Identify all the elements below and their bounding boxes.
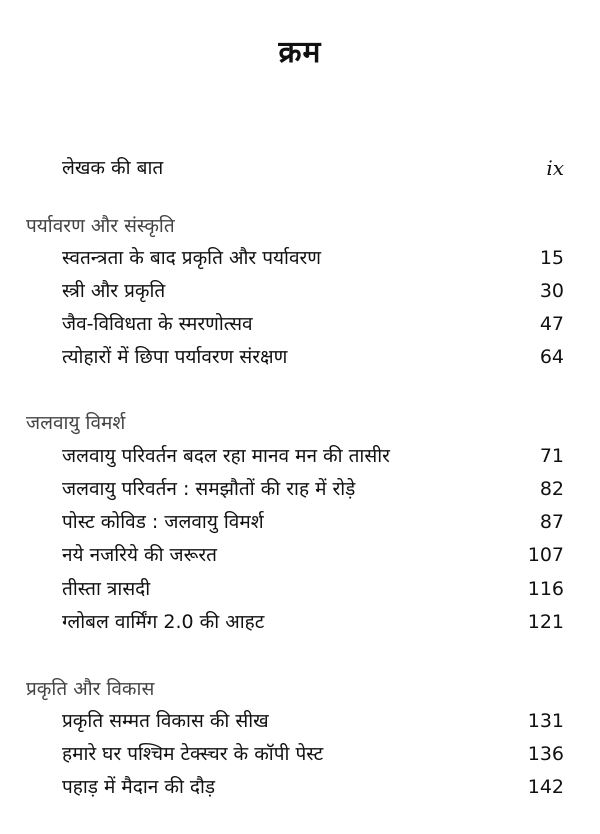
toc-entry <box>62 708 564 734</box>
toc-entry-page: 15 <box>539 247 564 269</box>
toc-entry-label: प्रकृति सम्मत विकास की सीख <box>62 710 269 732</box>
toc-entry <box>62 311 564 337</box>
toc-entry-label: जलवायु परिवर्तन : समझौतों की राह में रोड़े <box>62 478 356 500</box>
toc-entry-page: 47 <box>539 313 564 335</box>
toc-entry-page: 87 <box>539 511 564 533</box>
section-heading: पर्यावरण और संस्कृति <box>26 215 175 237</box>
toc-entry-page: ix <box>546 156 564 180</box>
toc-entry-page: 30 <box>539 280 564 302</box>
section-heading: जलवायु विमर्श <box>26 412 126 434</box>
toc-entry-page: 71 <box>539 445 564 467</box>
toc-entry <box>62 774 564 800</box>
toc-entry-label: लेखक की बात <box>62 157 164 179</box>
toc-entry-page: 64 <box>539 346 564 368</box>
toc-entry-label: तीस्ता त्रासदी <box>62 578 151 600</box>
toc-entry-page: 131 <box>527 710 564 732</box>
toc-entry <box>62 476 564 502</box>
toc-entry-label: जलवायु परिवर्तन बदल रहा मानव मन की तासीर <box>62 445 390 467</box>
toc-entry-intro <box>62 155 564 181</box>
toc-entry-label: ग्लोबल वार्मिंग 2.0 की आहट <box>62 611 265 633</box>
toc-entry-label: स्वतन्त्रता के बाद प्रकृति और पर्यावरण <box>62 247 322 269</box>
toc-entry-label: जैव-विविधता के स्मरणोत्सव <box>62 313 253 335</box>
toc-entry <box>62 509 564 535</box>
toc-entry-label: स्त्री और प्रकृति <box>62 280 166 302</box>
toc-entry-page: 116 <box>527 578 564 600</box>
toc-entry-page: 82 <box>539 478 564 500</box>
toc-entry <box>62 278 564 304</box>
section-heading: प्रकृति और विकास <box>26 678 155 700</box>
toc-entry-label: हमारे घर पश्चिम टेक्स्चर के कॉपी पेस्ट <box>62 743 324 765</box>
toc-entry-page: 136 <box>527 743 564 765</box>
toc-entry-label: नये नजरिये की जरूरत <box>62 544 218 566</box>
toc-entry-page: 121 <box>527 611 564 633</box>
toc-entry <box>62 741 564 767</box>
toc-entry <box>62 443 564 469</box>
toc-entry-label: पहाड़ में मैदान की दौड़ <box>62 776 216 798</box>
toc-entry <box>62 245 564 271</box>
toc-entry <box>62 576 564 602</box>
toc-entry-page: 107 <box>527 544 564 566</box>
toc-entry <box>62 542 564 568</box>
toc-entry-label: त्योहारों में छिपा पर्यावरण संरक्षण <box>62 346 288 368</box>
toc-entry-label: पोस्ट कोविड : जलवायु विमर्श <box>62 511 264 533</box>
toc-entry <box>62 344 564 370</box>
toc-entry <box>62 609 564 635</box>
toc-entry-page: 142 <box>527 776 564 798</box>
page-title: क्रम <box>278 35 322 70</box>
